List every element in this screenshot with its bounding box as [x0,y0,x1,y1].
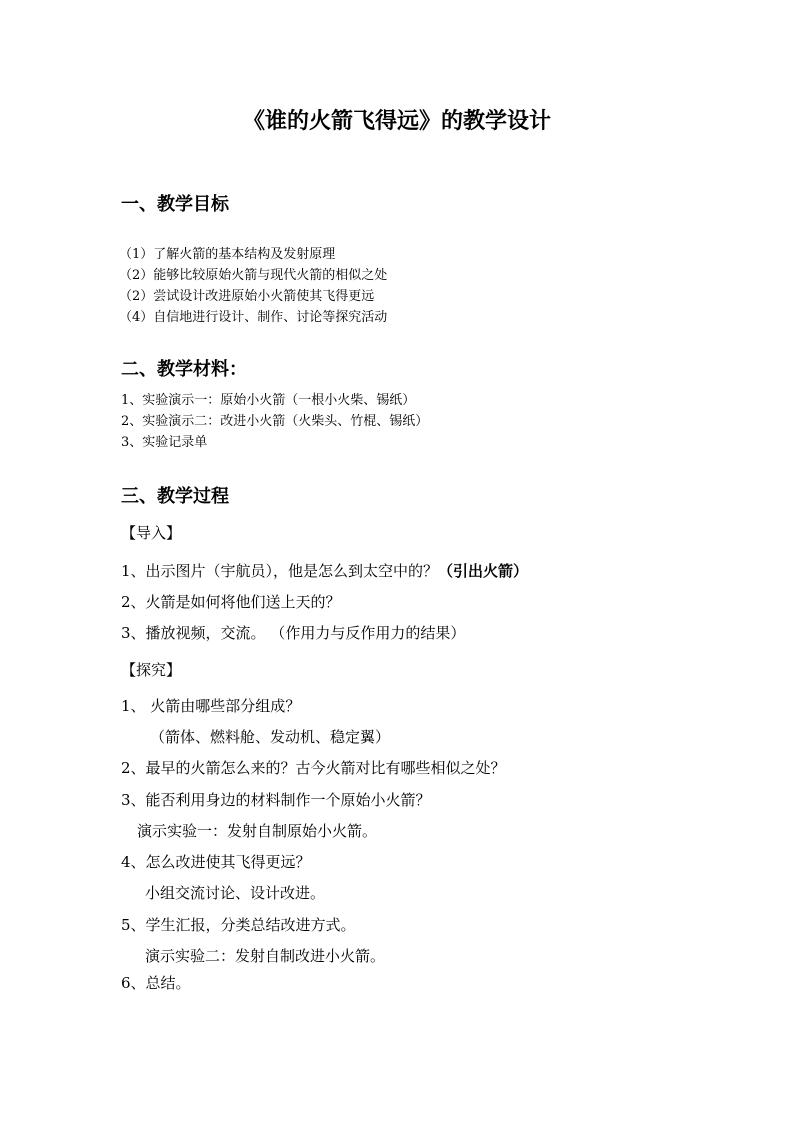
section-heading-process: 三、教学过程 [121,486,229,507]
goal-item: （1）了解火箭的基本结构及发射原理 [119,247,336,262]
goal-item: （2）尝试设计改进原始小火箭使其飞得更远 [119,289,375,304]
intro-label: 【导入】 [121,524,182,542]
explore-line: 5、学生汇报，分类总结改进方式。 [121,916,356,934]
material-item: 1、实验演示一：原始小火箭（一根小火柴、锡纸） [121,393,416,408]
section-heading-goals: 一、教学目标 [121,194,229,215]
intro-item-text: 1、出示图片（宇航员），他是怎么到太空中的？ [121,562,439,580]
goal-item: （4）自信地进行设计、制作、讨论等探究活动 [119,310,388,325]
explore-line: 演示实验二：发射自制改进小火箭。 [145,947,386,965]
intro-item-emphasis: （引出火箭） [438,562,529,580]
explore-line: 3、能否利用身边的材料制作一个原始小火箭？ [121,791,431,809]
explore-line: （箭体、燃料舱、发动机、稳定翼） [150,728,391,746]
explore-line: 4、怎么改进使其飞得更远？ [121,853,311,871]
goal-item: （2）能够比较原始火箭与现代火箭的相似之处 [119,268,388,283]
explore-line: 演示实验一：发射自制原始小火箭。 [137,822,378,840]
material-item: 2、实验演示二：改进小火箭（火柴头、竹棍、锡纸） [121,414,429,429]
explore-line: 小组交流讨论、设计改进。 [145,884,326,902]
explore-line: 1、 火箭由哪些部分组成？ [121,697,301,715]
intro-item: 3、播放视频，交流。 （作用力与反作用力的结果） [121,624,466,642]
section-heading-materials: 二、教学材料： [121,359,247,380]
intro-item [121,560,528,581]
material-item: 3、实验记录单 [121,435,208,450]
explore-line: 2、最早的火箭怎么来的？古今火箭对比有哪些相似之处？ [121,759,506,777]
intro-item: 2、火箭是如何将他们送上天的？ [121,593,341,611]
document-title: 《谁的火箭飞得远》的教学设计 [242,108,551,134]
explore-line: 6、总结。 [121,974,191,992]
explore-label: 【探究】 [121,661,182,679]
